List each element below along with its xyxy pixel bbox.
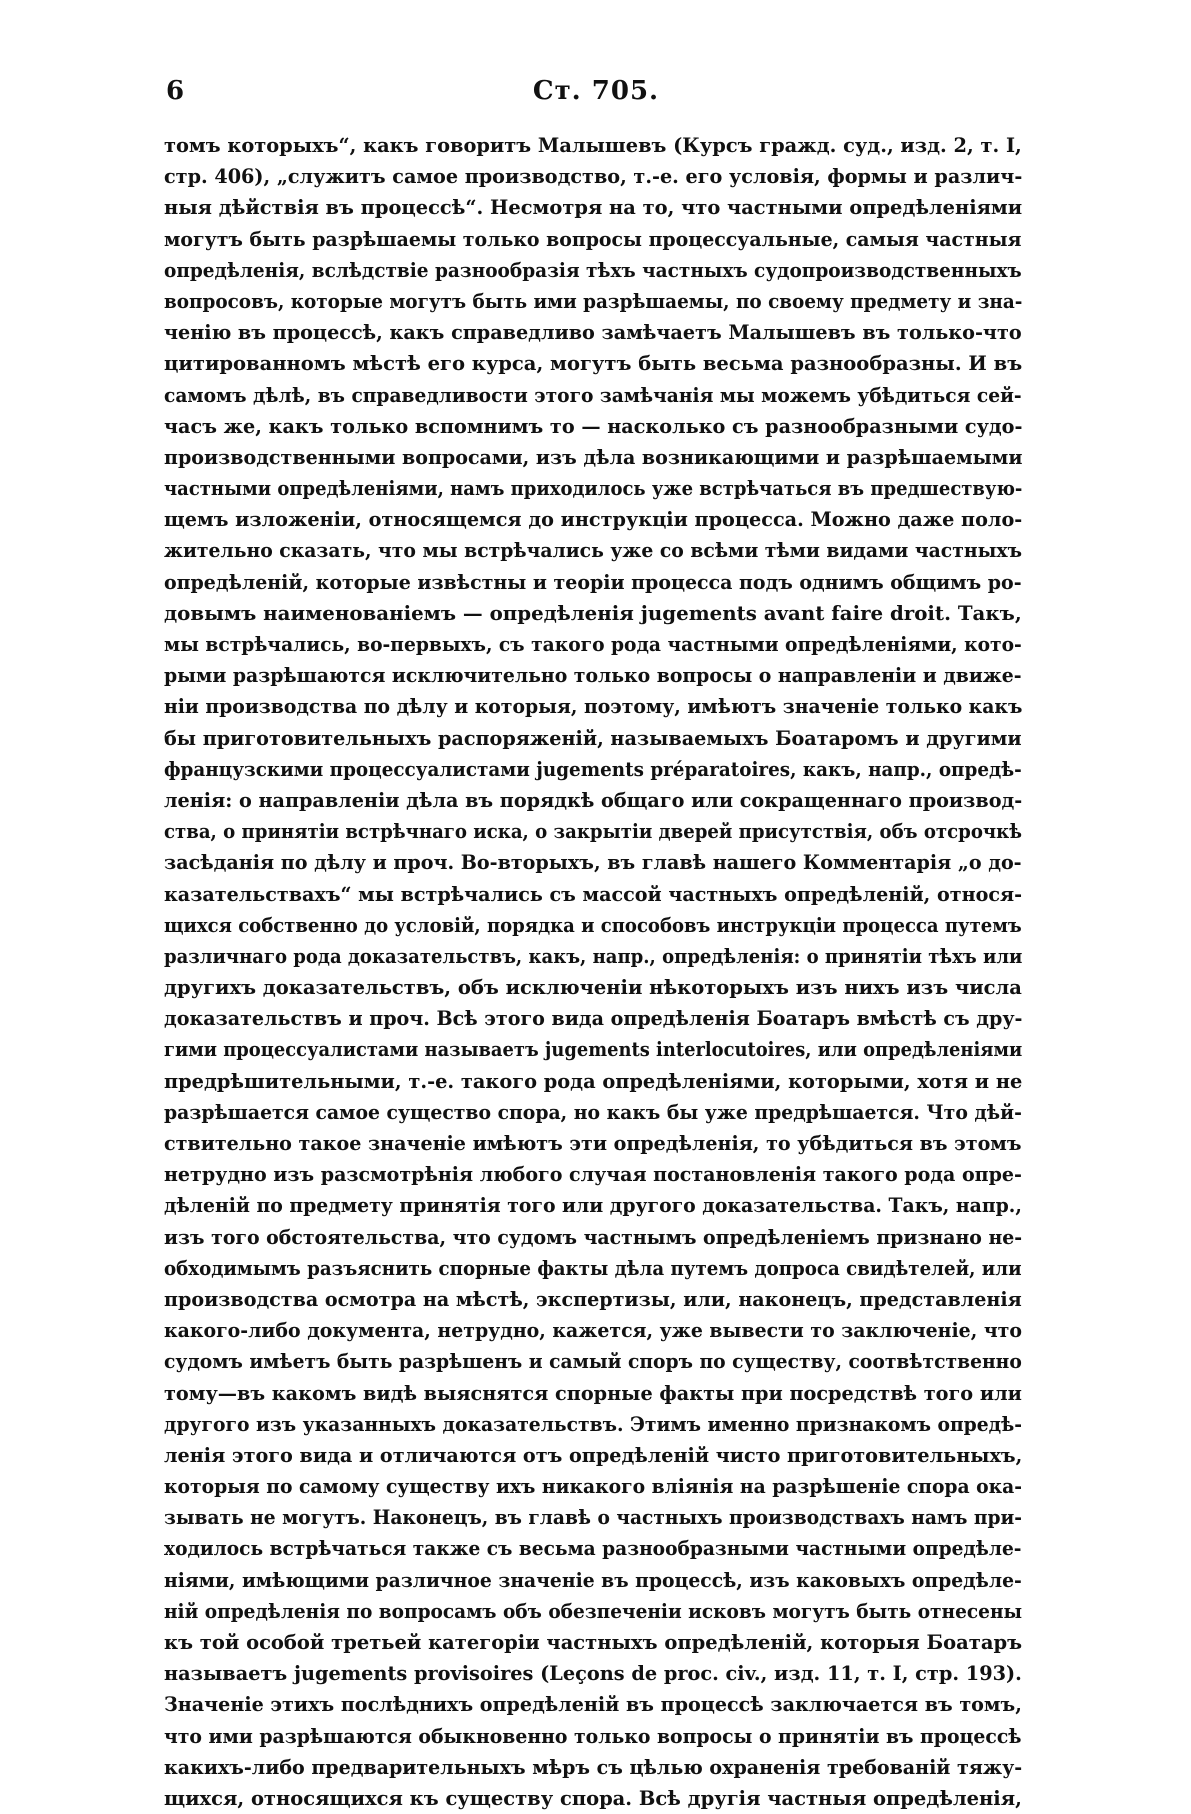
text-line: гими процессуалистами называетъ jugements interlocutoires, или опредѣленіями (164, 1038, 1023, 1062)
body-text (164, 130, 1022, 1814)
text-line: какого-либо документа, нетрудно, кажется, уже вывести то заключеніе, что (164, 1319, 1022, 1343)
text-line: дѣленій по предмету принятія того или другого доказательства. Такъ, напр., (164, 1194, 1022, 1218)
text-line: могутъ быть разрѣшаемы только вопросы процессуальные, самыя частныя (164, 227, 1022, 251)
text-line: ленія этого вида и отличаются отъ опредѣленій чисто приготовительныхъ, (164, 1443, 1023, 1467)
text-line: рыми разрѣшаются исключительно только вопросы о направленіи и движе- (164, 664, 1022, 688)
text-line: французскими процессуалистами jugements préparatoires, какъ, напр., опредѣ- (164, 757, 1022, 781)
text-line: какихъ-либо предварительныхъ мѣръ съ цѣлью охраненія требованій тяжу- (164, 1755, 1023, 1779)
text-line: обходимымъ разъяснить спорные факты дѣла путемъ допроса свидѣтелей, или (164, 1256, 1022, 1280)
text-line: которыя по самому существу ихъ никакого вліянія на разрѣшеніе спора ока- (164, 1475, 1023, 1499)
page-number: 6 (166, 76, 185, 106)
text-line: производственными вопросами, изъ дѣла возникающими и разрѣшаемыми (164, 445, 1023, 469)
text-line: предрѣшительными, т.-е. такого рода опредѣленіями, которыми, хотя и не (164, 1069, 1023, 1093)
text-line: другого изъ указанныхъ доказательствъ. Этимъ именно признакомъ опредѣ- (164, 1412, 1023, 1436)
text-line: щемъ изложеніи, относящемся до инструкціи процесса. Можно даже поло- (164, 508, 1023, 532)
text-line: ленія: о направленіи дѣла въ порядкѣ общаго или сокращеннаго производ- (164, 788, 1023, 812)
text-line: производства осмотра на мѣстѣ, экспертизы, или, наконецъ, представленія (164, 1287, 1022, 1311)
text-line: ства, о принятіи встрѣчнаго иска, о закрытіи дверей присутствія, объ отсрочкѣ (164, 820, 1022, 844)
text-line: Значеніе этихъ послѣднихъ опредѣленій въ процессѣ заключается въ томъ, (164, 1693, 1022, 1717)
text-line: казательствахъ“ мы встрѣчались съ массой частныхъ опредѣленій, относя- (164, 882, 1023, 906)
text-line: различнаго рода доказательствъ, какъ, напр., опредѣленія: о принятіи тѣхъ или (164, 944, 1023, 968)
text-line: ныя дѣйствія въ процессѣ“. Несмотря на то, что частными опредѣленіями (164, 196, 1023, 220)
text-line: самомъ дѣлѣ, въ справедливости этого замѣчанія мы можемъ убѣдиться сей- (164, 383, 1022, 407)
text-line: опредѣленія, вслѣдствіе разнообразія тѣхъ частныхъ судопроизводственныхъ (164, 258, 1022, 282)
text-line: томъ которыхъ“, какъ говоритъ Малышевъ (Курсъ гражд. суд., изд. 2, т. I, (164, 134, 1022, 157)
text-line: щихся, относящихся къ существу спора. Всѣ другія частныя опредѣленія, (164, 1786, 1022, 1810)
text-line: частными опредѣленіями, намъ приходилось уже встрѣчаться въ предшествую- (164, 477, 1023, 501)
text-line: засѣданія по дѣлу и проч. Во-вторыхъ, въ главѣ нашего Комментарія „о до- (164, 851, 1022, 875)
text-line: ствительно такое значеніе имѣютъ эти опредѣленія, то убѣдиться въ этомъ (164, 1132, 1022, 1155)
text-line: ніи производства по дѣлу и которыя, поэтому, имѣютъ значеніе только какъ (164, 695, 1023, 719)
text-line: нетрудно изъ разсмотрѣнія любого случая постановленія такого рода опре- (164, 1163, 1022, 1187)
text-line: часъ же, какъ только вспомнимъ то — насколько съ разнообразными судо- (164, 414, 1023, 438)
text-line: вопросовъ, которые могутъ быть ими разрѣшаемы, по своему предмету и зна- (164, 289, 1023, 313)
text-line: ченію въ процессѣ, какъ справедливо замѣчаетъ Малышевъ въ только-что (164, 321, 1022, 345)
text-line: жительно сказать, что мы встрѣчались уже со всѣми тѣми видами частныхъ (164, 539, 1023, 563)
running-head: Ст. 705. (532, 76, 660, 106)
text-line: зывать не могутъ. Наконецъ, въ главѣ о частныхъ производствахъ намъ при- (164, 1506, 1022, 1530)
text-line: тому—въ какомъ видѣ выяснятся спорные факты при посредствѣ того или (164, 1381, 1022, 1405)
page-header (166, 76, 1026, 116)
text-line: щихся собственно до условій, порядка и способовъ инструкціи процесса путемъ (164, 913, 1022, 937)
text-line: называетъ jugements provisoires (Leçons de proc. civ., изд. 11, т. I, стр. 193). (164, 1662, 1022, 1686)
text-line: судомъ имѣетъ быть разрѣшенъ и самый споръ по существу, соотвѣтственно (164, 1350, 1022, 1374)
text-line: къ той особой третьей категоріи частныхъ опредѣленій, которыя Боатаръ (164, 1631, 1023, 1654)
text-line: доказательствъ и проч. Всѣ этого вида опредѣленія Боатаръ вмѣстѣ съ дру- (164, 1007, 1023, 1031)
text-line: изъ того обстоятельства, что судомъ частнымъ опредѣленіемъ признано не- (164, 1225, 1023, 1249)
text-line: разрѣшается самое существо спора, но какъ бы уже предрѣшается. Что дѣй- (164, 1100, 1022, 1124)
text-line: ходилось встрѣчаться также съ весьма разнообразными частными опредѣле- (164, 1537, 1022, 1561)
text-line: опредѣленій, которые извѣстны и теоріи процесса подъ однимъ общимъ ро- (164, 570, 1022, 594)
text-line: ніями, имѣющими различное значеніе въ процессѣ, изъ каковыхъ опредѣле- (164, 1568, 1022, 1592)
text-line: бы приготовительныхъ распоряженій, называемыхъ Боатаромъ и другими (164, 726, 1022, 750)
text-line: что ими разрѣшаются обыкновенно только вопросы о принятіи въ процессѣ (164, 1724, 1022, 1748)
text-line: ній опредѣленія по вопросамъ объ обезпеченіи исковъ могутъ быть отнесены (164, 1599, 1023, 1623)
text-line: мы встрѣчались, во-первыхъ, съ такого рода частными опредѣленіями, кото- (164, 633, 1022, 656)
text-line: цитированномъ мѣстѣ его курса, могутъ быть весьма разнообразны. И въ (164, 352, 1023, 376)
text-line: стр. 406), „служитъ самое производство, т.-е. его условія, формы и различ- (164, 165, 1023, 189)
text-line: другихъ доказательствъ, объ исключеніи нѣкоторыхъ изъ нихъ изъ числа (164, 976, 1022, 1000)
text-line: довымъ наименованіемъ — опредѣленія jugements avant faire droit. Такъ, (164, 601, 1022, 625)
